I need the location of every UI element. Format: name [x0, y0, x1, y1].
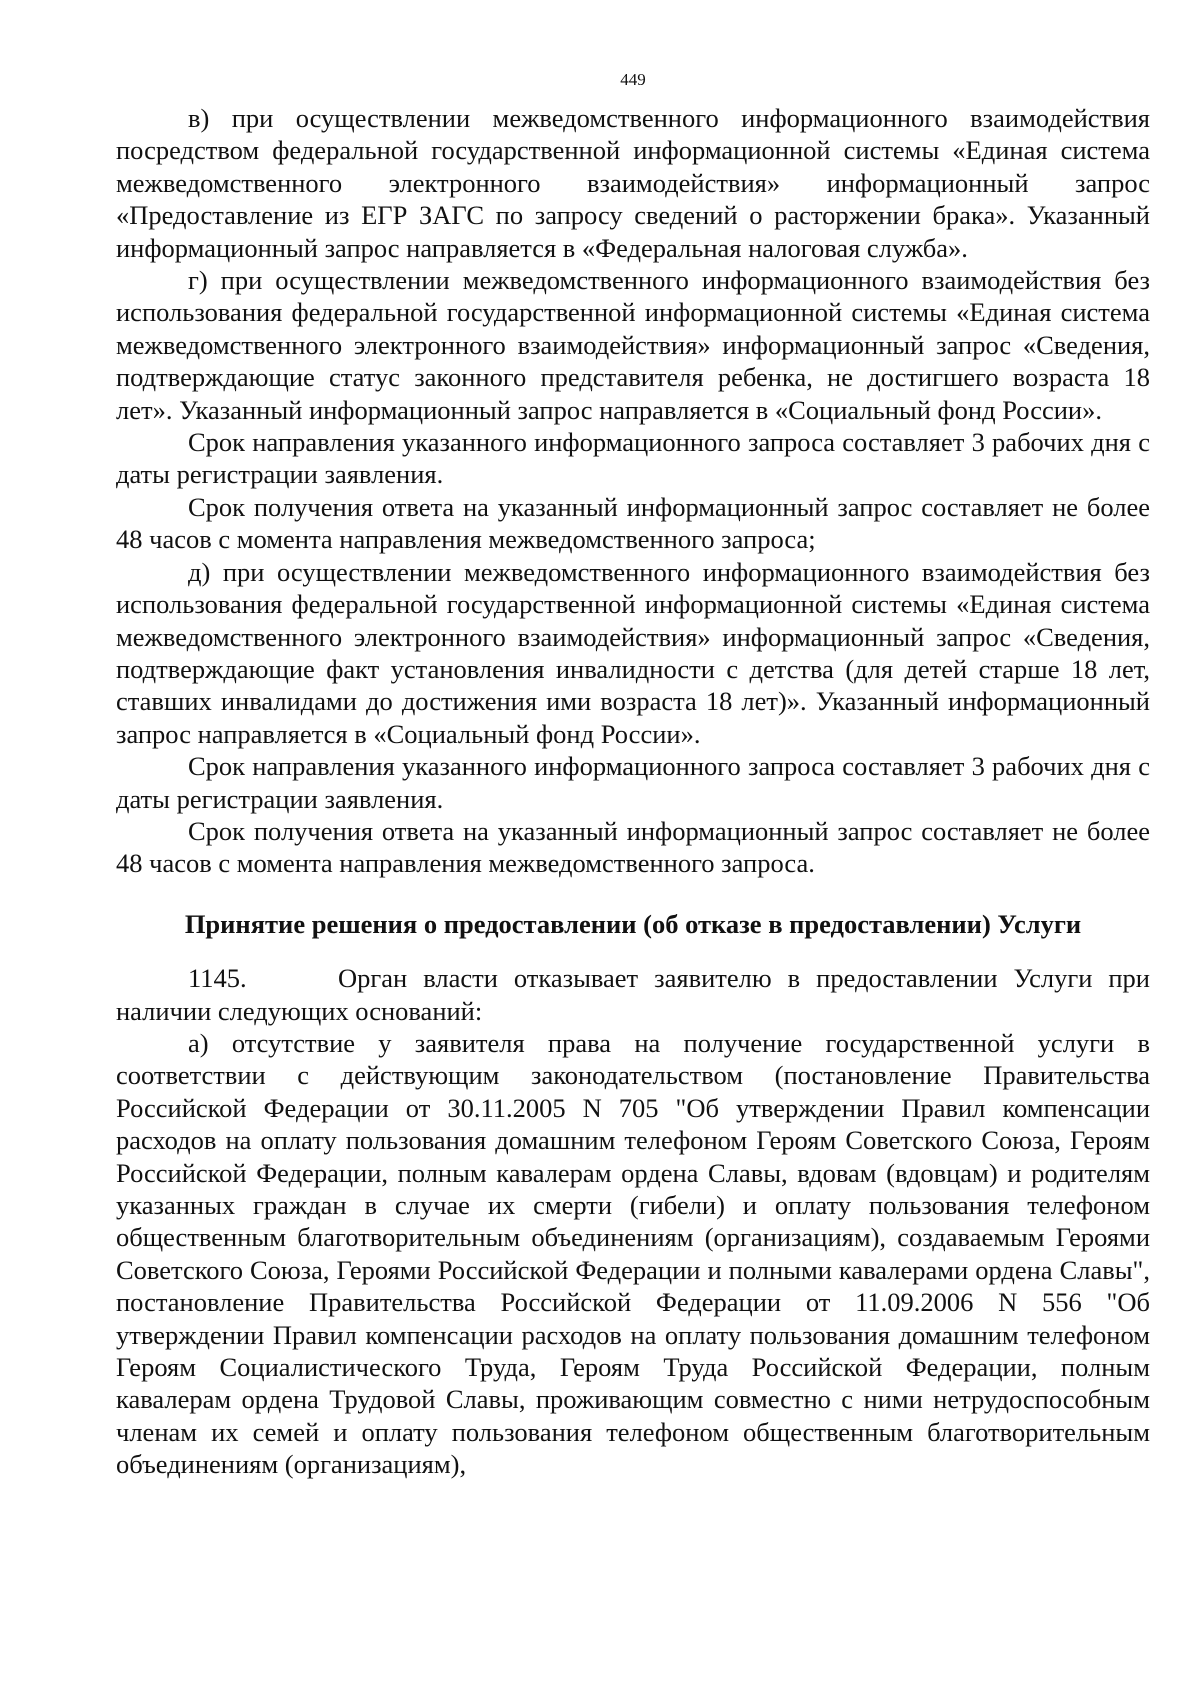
paragraph-response-deadline-1: Срок получения ответа на указанный информационный запрос составляет не более 48 часов с момента направления межведомственного запроса;	[116, 491, 1150, 555]
paragraph-v: в) при осуществлении межведомственного информационного взаимодействия посредством федеральной государственной информационной системы «Единая система межведомственного электронного взаимодействия» информационный запрос «Предоставление из ЕГР ЗАГС по запросу сведений о расторжении брака». Указанный информационный запрос направляется в «Федеральная налоговая служба».	[116, 103, 1150, 263]
paragraph-a: а) отсутствие у заявителя права на получение государственной услуги в соответствии с действующим законодательством (постановление Правительства Российской Федерации от 30.11.2005 N 705 "Об утверждении Правил компенсации расходов на оплату пользования домашним телефоном Героям Советского Союза, Героям Российской Федерации, полным кавалерам ордена Славы, вдовам (вдовцам) и родителям указанных граждан в случае их смерти (гибели) и оплату пользования телефоном общественным благотворительным объединениям (организациям), создаваемым Героями Советского Союза, Героями Российской Федерации и полными кавалерами ордена Славы", постановление Правительства Российской Федерации от 11.09.2006 N 556 "Об утверждении Правил компенсации расходов на оплату пользования домашним телефоном Героям Социалистического Труда, Героям Труда Российской Федерации, полным кавалерам ордена Трудовой Славы, проживающим совместно с ними нетрудоспособным членам их семей и оплату пользования телефоном общественным благотворительным объединениям (организациям),	[116, 1027, 1150, 1480]
paragraph-d: д) при осуществлении межведомственного информационного взаимодействия без использования федеральной государственной информационной системы «Единая система межведомственного электронного взаимодействия» информационный запрос «Сведения, подтверждающие факт установления инвалидности с детства (для детей старше 18 лет, ставших инвалидами до достижения ими возраста 18 лет)». Указанный информационный запрос направляется в «Социальный фонд России».	[116, 556, 1150, 749]
paragraph-response-deadline-2: Срок получения ответа на указанный информационный запрос составляет не более 48 часов с момента направления межведомственного запроса.	[116, 815, 1150, 879]
section-heading: Принятие решения о предоставлении (об отказе в предоставлении) Услуги	[184, 908, 1082, 939]
paragraph-request-deadline-1: Срок направления указанного информационного запроса составляет 3 рабочих дня с даты регистрации заявления.	[116, 427, 1150, 490]
paragraph-request-deadline-2: Срок направления указанного информационного запроса составляет 3 рабочих дня с даты регистрации заявления.	[116, 751, 1150, 814]
item-1145	[116, 962, 1150, 1027]
paragraph-g: г) при осуществлении межведомственного информационного взаимодействия без использования федеральной государственной информационной системы «Единая система межведомственного электронного взаимодействия» информационный запрос «Сведения, подтверждающие статус законного представителя ребенка, не достигшего возраста 18 лет». Указанный информационный запрос направляется в «Социальный фонд России».	[116, 265, 1150, 425]
item-1145-number: 1145.	[188, 963, 247, 994]
document-body	[116, 102, 1150, 1481]
item-1145-text: Орган власти отказывает заявителю в предоставлении Услуги при наличии следующих оснований:	[116, 963, 1150, 1026]
page-number: 449	[620, 70, 646, 89]
